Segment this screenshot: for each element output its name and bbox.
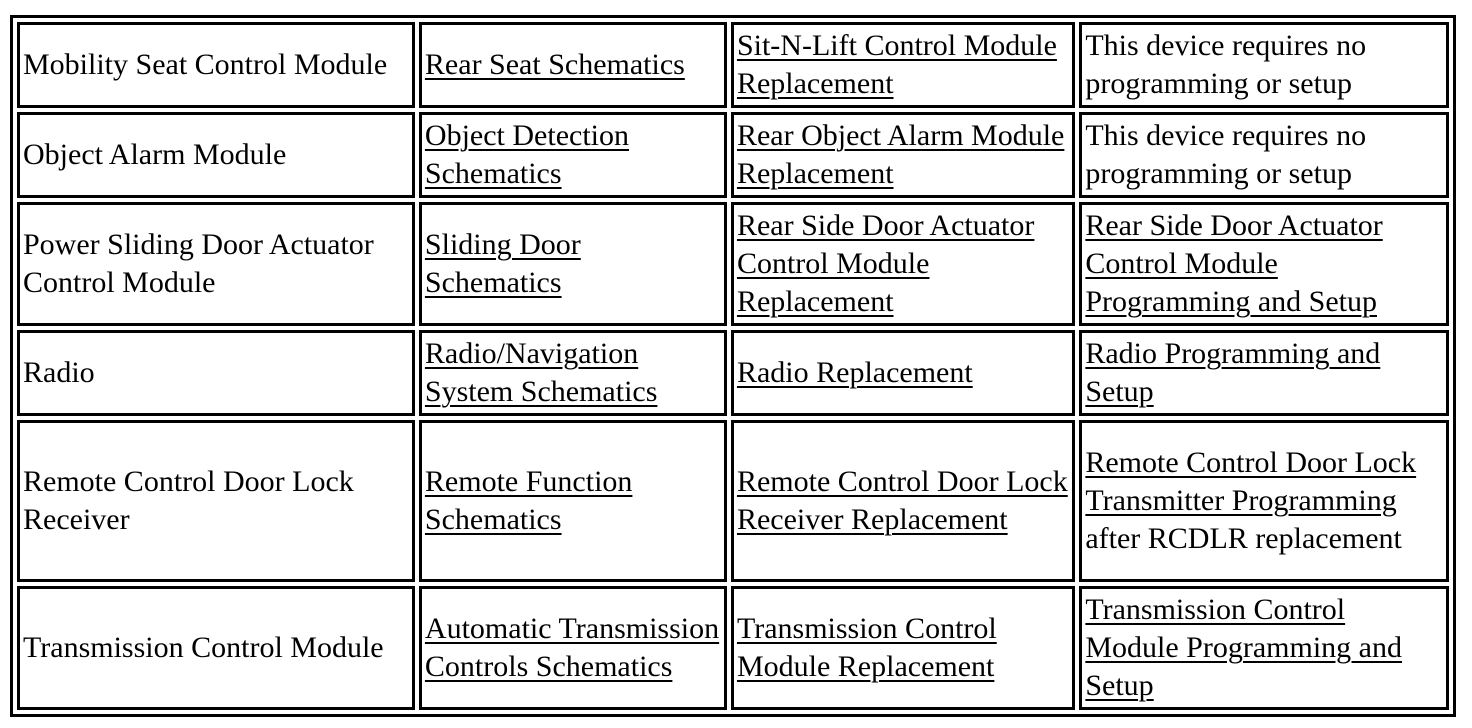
replacement-link[interactable]: Rear Object Alarm Module Replacement [736,119,1065,190]
module-name: Radio [23,356,95,389]
programming-cell [1079,586,1449,710]
module-name: Mobility Seat Control Module [23,48,388,81]
module-cell [17,586,415,710]
programming-link[interactable]: Remote Control Door Lock Transmitter Programming [1085,446,1417,517]
schematics-link[interactable]: Rear Seat Schematics [424,48,685,81]
schematics-cell [419,586,727,710]
schematics-cell [419,330,727,416]
programming-cell [1079,112,1449,198]
table-row [17,112,1449,198]
schematics-cell [419,22,727,108]
table-row [17,202,1449,326]
table-row [17,330,1449,416]
schematics-cell [419,112,727,198]
module-name: Transmission Control Module [23,631,384,664]
replacement-cell [731,420,1075,582]
schematics-link[interactable]: Sliding Door Schematics [424,228,581,299]
module-cell [17,420,415,582]
replacement-link[interactable]: Rear Side Door Actuator Control Module Replacement [736,209,1035,318]
programming-note: This device requires no programming or setup [1085,29,1367,100]
module-name: Object Alarm Module [23,138,287,171]
replacement-cell [731,330,1075,416]
replacement-cell [731,586,1075,710]
table-row [17,420,1449,582]
programming-link[interactable]: Radio Programming and Setup [1085,337,1381,408]
programming-link[interactable]: Transmission Control Module Programming and Setup [1085,593,1402,702]
programming-cell [1079,330,1449,416]
programming-note: after RCDLR replacement [1085,522,1402,555]
programming-cell [1079,202,1449,326]
replacement-cell [731,202,1075,326]
programming-cell [1079,420,1449,582]
schematics-link[interactable]: Remote Function Schematics [424,465,633,536]
module-cell [17,22,415,108]
module-cell [17,330,415,416]
replacement-link[interactable]: Radio Replacement [736,356,973,389]
programming-cell [1079,22,1449,108]
schematics-link[interactable]: Radio/Navigation System Schematics [424,337,658,408]
schematics-cell [419,202,727,326]
replacement-link[interactable]: Transmission Control Module Replacement [736,612,997,683]
schematics-link[interactable]: Automatic Transmission Controls Schematics [424,612,720,683]
replacement-link[interactable]: Remote Control Door Lock Receiver Replacement [736,465,1068,536]
module-reference-table [10,15,1456,717]
schematics-link[interactable]: Object Detection Schematics [424,119,630,190]
schematics-cell [419,420,727,582]
replacement-cell [731,112,1075,198]
programming-link[interactable]: Rear Side Door Actuator Control Module Programming and Setup [1085,209,1383,318]
module-cell [17,202,415,326]
table-row [17,586,1449,710]
table-row [17,22,1449,108]
module-name: Power Sliding Door Actuator Control Module [23,228,374,299]
replacement-link[interactable]: Sit-N-Lift Control Module Replacement [736,29,1057,100]
module-name: Remote Control Door Lock Receiver [23,465,354,536]
module-cell [17,112,415,198]
programming-note: This device requires no programming or setup [1085,119,1367,190]
replacement-cell [731,22,1075,108]
